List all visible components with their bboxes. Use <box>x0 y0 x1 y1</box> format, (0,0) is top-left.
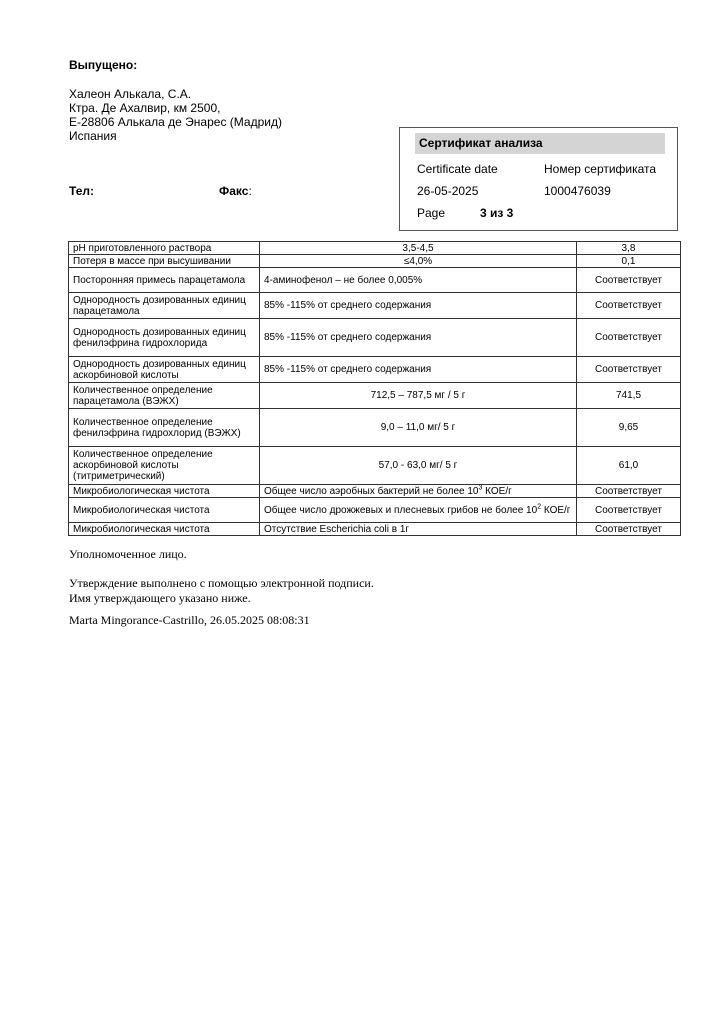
certificate-title: Сертификат анализа <box>415 133 665 154</box>
address-line: Испания <box>69 129 117 143</box>
param-cell: pH приготовленного раствора <box>69 242 260 255</box>
result-cell: Соответствует <box>577 357 681 383</box>
spec-cell: 712,5 – 787,5 мг / 5 г <box>260 383 577 409</box>
result-cell: Соответствует <box>577 523 681 536</box>
spec-unit: КОЕ/г <box>541 504 571 516</box>
spec-cell: Отсутствие Escherichia coli в 1г <box>260 523 577 536</box>
fax-label-text: Факс <box>219 184 249 198</box>
spec-cell: 3,5-4,5 <box>260 242 577 255</box>
approval-note: Утверждение выполнено с помощью электронной подписи. <box>69 576 374 590</box>
param-cell: Однородность дозированных единиц фенилэфрина гидрохлорида <box>69 319 260 357</box>
param-cell: Количественное определение фенилэфрина гидрохлорид (ВЭЖХ) <box>69 409 260 447</box>
certificate-date: 26-05-2025 <box>417 184 479 198</box>
approver-note: Имя утверждающего указано ниже. <box>69 591 251 605</box>
spec-cell: 85% -115% от среднего содержания <box>260 357 577 383</box>
table-row <box>69 319 681 357</box>
table-row <box>69 268 681 293</box>
results-table <box>68 241 681 536</box>
result-cell: 9,65 <box>577 409 681 447</box>
address-line: Халеон Алькала, С.А. <box>69 87 192 101</box>
tel-label: Тел: <box>69 184 95 198</box>
param-cell: Микробиологическая чистота <box>69 498 260 523</box>
result-cell: Соответствует <box>577 293 681 319</box>
result-cell: 741,5 <box>577 383 681 409</box>
table-row <box>69 242 681 255</box>
address-line: E-28806 Алькала де Энарес (Мадрид) <box>69 115 282 129</box>
result-cell: 61,0 <box>577 447 681 485</box>
spec-cell: ≤4,0% <box>260 255 577 268</box>
certificate-date-label: Certificate date <box>417 162 498 176</box>
result-cell: 3,8 <box>577 242 681 255</box>
authorized-person: Уполномоченное лицо. <box>69 547 187 561</box>
certificate-number-label: Номер сертификата <box>544 162 657 176</box>
table-row <box>69 447 681 485</box>
spec-cell: 85% -115% от среднего содержания <box>260 319 577 357</box>
table-row <box>69 357 681 383</box>
spec-cell <box>260 485 577 498</box>
table-row <box>69 255 681 268</box>
page-value: 3 из 3 <box>480 206 514 220</box>
table-row <box>69 485 681 498</box>
param-cell: Посторонняя примесь парацетамола <box>69 268 260 293</box>
spec-cell: 57,0 - 63,0 мг/ 5 г <box>260 447 577 485</box>
param-cell: Микробиологическая чистота <box>69 523 260 536</box>
param-cell: Количественное определение аскорбиновой кислоты (титриметрический) <box>69 447 260 485</box>
spec-cell: 85% -115% от среднего содержания <box>260 293 577 319</box>
spec-text: Общее число дрожжевых и плесневых грибов не более 10 <box>264 504 538 516</box>
param-cell: Микробиологическая чистота <box>69 485 260 498</box>
issued-by-label: Выпущено: <box>69 58 138 72</box>
param-cell: Потеря в массе при высушивании <box>69 255 260 268</box>
spec-cell <box>260 498 577 523</box>
table-row <box>69 498 681 523</box>
result-cell: Соответствует <box>577 498 681 523</box>
result-cell: Соответствует <box>577 485 681 498</box>
param-cell: Однородность дозированных единиц аскорбиновой кислоты <box>69 357 260 383</box>
param-cell: Однородность дозированных единиц парацетамола <box>69 293 260 319</box>
spec-cell: 9,0 – 11,0 мг/ 5 г <box>260 409 577 447</box>
result-cell: Соответствует <box>577 319 681 357</box>
fax-label <box>219 184 252 198</box>
spec-cell: 4-аминофенол – не более 0,005% <box>260 268 577 293</box>
signature-line: Marta Mingorance-Castrillo, 26.05.2025 08:08:31 <box>69 613 310 627</box>
param-cell: Количественное определение парацетамола (ВЭЖХ) <box>69 383 260 409</box>
fax-colon: : <box>248 184 252 198</box>
table-row <box>69 293 681 319</box>
spec-text: Общее число аэробных бактерий не более 10 <box>264 485 479 497</box>
result-cell: Соответствует <box>577 268 681 293</box>
spec-exponent: 3 <box>478 484 483 492</box>
certificate-box <box>399 127 678 231</box>
page-label: Page <box>417 206 446 220</box>
spec-exponent: 2 <box>537 503 542 511</box>
address-line: Ктра. Де Ахалвир, км 2500, <box>69 101 221 115</box>
result-cell: 0,1 <box>577 255 681 268</box>
spec-unit: КОЕ/г <box>482 485 512 497</box>
table-row <box>69 409 681 447</box>
table-row <box>69 523 681 536</box>
table-row <box>69 383 681 409</box>
issuer-address <box>69 87 282 143</box>
certificate-number: 1000476039 <box>544 184 611 198</box>
